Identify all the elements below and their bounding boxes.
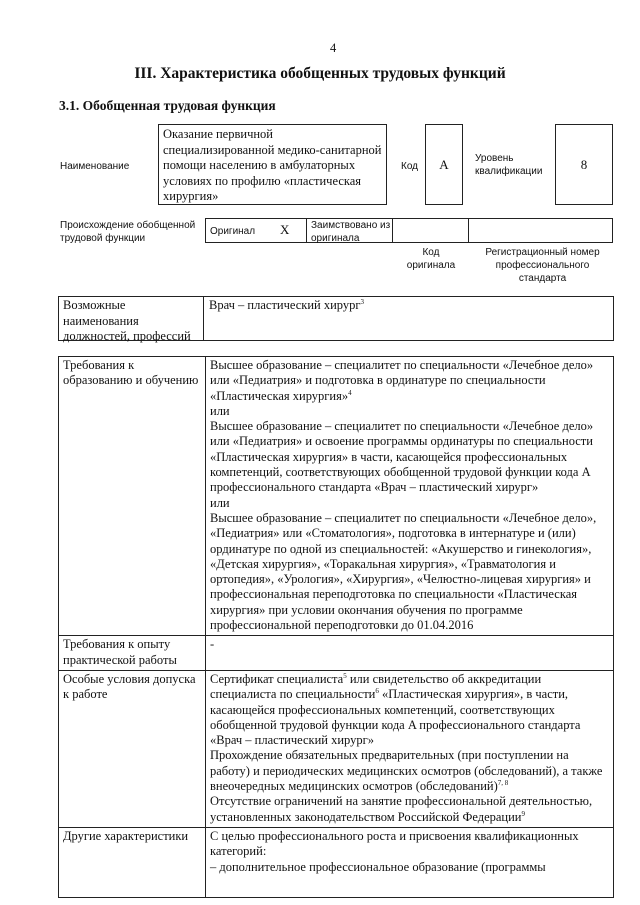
- education-p2: Высшее образование – специалитет по специальности «Лечебное дело» или «Педиатрия» и освоение программы ординатуры по специальности «Пластическая хирургия» в части, касающейся профессиональных компетенций, соответствующих обобщенной трудовой функции кода A профессионального стандарта «Врач – пластический хирург»: [210, 419, 594, 495]
- footnote-6: 6: [375, 687, 379, 696]
- table-row: [59, 357, 614, 636]
- other-p1: С целью профессионального роста и присвоения квалификационных категорий:: [210, 828, 579, 859]
- code-label: Код: [401, 161, 419, 172]
- requirements-table: [58, 356, 614, 898]
- reg-number-label: Регистрационный номер профессионального стандарта: [485, 247, 600, 284]
- code-original-label: Код оригинала: [406, 247, 456, 271]
- education-p3: Высшее образование – специалитет по специальности «Лечебное дело», «Педиатрия» или «Стоматология», подготовка в интернатуре и (или) ординатуре по одной из специальностей: «Акушерство и гинекология», «Детская хирургия», «Торакальная хирургия», «Травматология и ортопедия», «Урология», «Хирургия», «Челюстно-лицевая хирургия» и профессиональная переподготовка по специальности «Пластическая хирургия» при условии окончания обучения по программе профессиональной переподготовки до 01.04.2016: [210, 510, 597, 633]
- original-mark: X: [280, 222, 290, 237]
- subsection-title: 3.1. Обобщенная трудовая функция: [59, 98, 276, 113]
- admission-label: Особые условия допуска к работе: [59, 670, 206, 827]
- borrowed-label: Заимствовано из оригинала: [311, 220, 391, 244]
- page-number: 4: [330, 41, 337, 55]
- positions-value: Врач – пластический хирург: [209, 298, 361, 312]
- admission-p1-wrap: [210, 672, 609, 748]
- admission-p1c: «Пластическая хирургия», в части, касающейся профессиональных компетенций, соответствующих обобщенной трудовой функции кода A профессионального стандарта «Врач – пластический хирург»: [210, 687, 581, 748]
- admission-cell: [206, 670, 614, 827]
- positions-label: Возможные наименования должностей, профессий: [63, 298, 191, 343]
- level-label: Уровень квалификации: [475, 153, 543, 177]
- table-row: [59, 827, 614, 897]
- positions-divider: [203, 296, 204, 341]
- origin-label: Происхождение обобщенной трудовой функции: [60, 220, 196, 244]
- level-value: 8: [580, 156, 588, 172]
- footnote-4: 4: [348, 388, 352, 397]
- education-or-1: или: [210, 403, 230, 418]
- education-p1: Высшее образование – специалитет по специальности «Лечебное дело» или «Педиатрия» и подготовка в ординатуре по специальности «Пластическая хирургия»: [210, 358, 594, 403]
- admission-p2: Прохождение обязательных предварительных (при поступлении на работу) и периодических медицинских осмотров (обследований), а также внеочередных медицинских осмотров (обследований): [210, 748, 603, 794]
- other-label: Другие характеристики: [59, 827, 206, 897]
- education-p1-wrap: [210, 358, 609, 404]
- admission-p1a: Сертификат специалиста: [210, 671, 344, 686]
- origin-divider: [392, 218, 393, 243]
- experience-value: -: [206, 636, 614, 671]
- code-value: A: [439, 156, 449, 172]
- positions-table: [58, 296, 614, 341]
- other-cell: [206, 827, 614, 897]
- education-label: Требования к образованию и обучению: [59, 357, 206, 636]
- footnote-9: 9: [521, 809, 525, 818]
- admission-p2-wrap: [210, 748, 609, 794]
- positions-value-wrap: [209, 298, 364, 314]
- original-label: Оригинал: [210, 226, 256, 237]
- name-value-box: [158, 124, 387, 205]
- footnote-5: 5: [343, 671, 347, 680]
- section-title: III. Характеристика обобщенных трудовых функций: [134, 65, 506, 82]
- origin-divider: [306, 218, 307, 243]
- origin-table: [205, 218, 613, 243]
- footnote-7-8: 7, 8: [497, 778, 509, 787]
- admission-p1b: или свидетельство об аккредитации специалиста по специальности: [210, 671, 542, 702]
- education-or-2: или: [210, 495, 230, 510]
- code-value-box: [425, 124, 463, 205]
- level-value-box: [555, 124, 613, 205]
- footnote-3: 3: [360, 297, 365, 306]
- experience-label: Требования к опыту практической работы: [59, 636, 206, 671]
- name-value: Оказание первичной специализированной медико-санитарной помощи населению в амбулаторных условиях по профилю «пластическая хирургия»: [163, 127, 382, 203]
- name-label: Наименование: [60, 161, 130, 172]
- admission-p3: Отсутствие ограничений на занятие профессиональной деятельностью, установленных законодательством Российской Федерации: [210, 794, 593, 824]
- table-row: [59, 670, 614, 827]
- admission-p3-wrap: [210, 794, 609, 825]
- origin-divider: [468, 218, 469, 243]
- education-cell: [206, 357, 614, 636]
- table-row: [59, 636, 614, 671]
- other-p2: – дополнительное профессиональное образование (программы: [210, 859, 546, 874]
